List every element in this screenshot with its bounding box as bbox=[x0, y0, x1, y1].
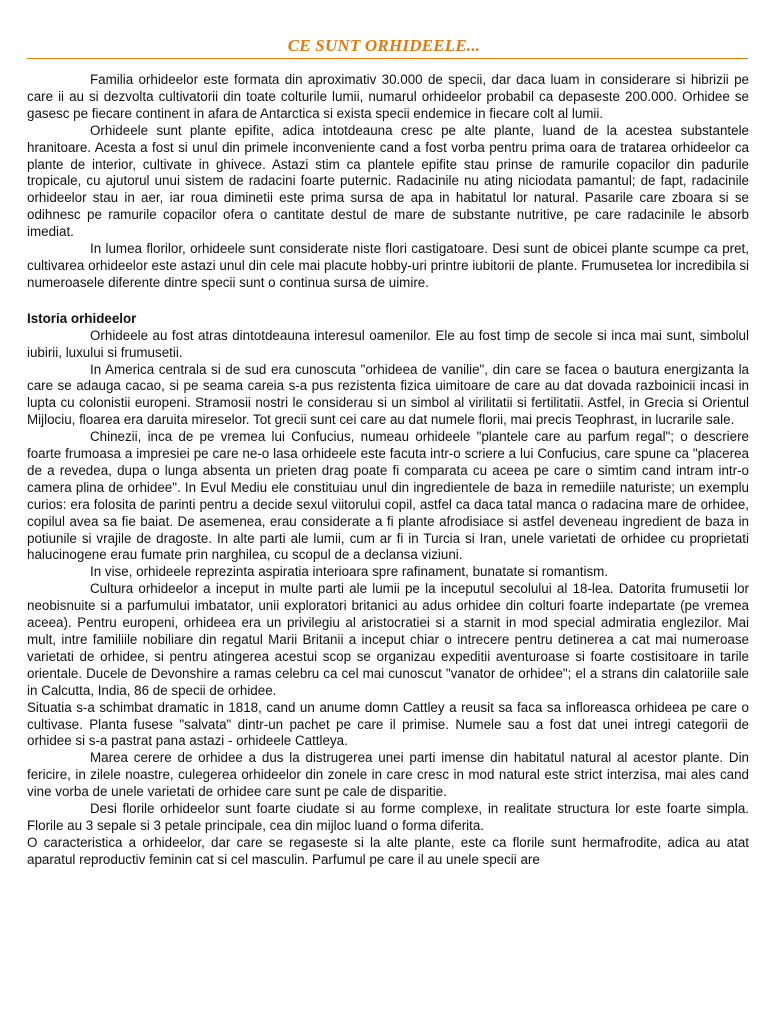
paragraph: Chinezii, inca de pe vremea lui Confucius, numeau orhideele "plantele care au parfum regal"; o descriere foarte frumoasa a impresiei pe care ne-o lasa orhideele este facuta intr-o scriere a lui Confucius, care spune ca "placerea de a revedea, dupa o lunga absenta un prieten drag poate fi comparata cu aceea pe care o simtim cand intram intr-o camera plina de orhidee". In Evul Mediu ele constituiau unul din ingredientele de baza in remediile naturiste; un exemplu curios: era folosita de parinti pentru a decide sexul viitorului copil, astfel ca daca tatal manca o radacina mare de orhidee, copilul avea sa fie baiat. De asemenea, erau considerate a fi plante afrodisiace si astfel deveneau ingredient de baza in potiunile si vrajile de dragoste. In alte parti ale lumii, cum ar fi in Turcia si Iran, unele varietati de orhidee cu proprietati halucinogene erau fumate prin narghilea, cu scopul de a declansa viziuni. bbox=[27, 429, 749, 563]
paragraph: Orhideele au fost atras dintotdeauna interesul oamenilor. Ele au fost timp de secole si inca mai sunt, simbolul iubirii, luxului si frumusetii. bbox=[27, 327, 749, 360]
paragraph: O caracteristica a orhideelor, dar care se regaseste si la alte plante, este ca florile sunt hermafrodite, adica au atat aparatul reproductiv feminin cat si cel masculin. Parfumul pe care il au unele specii are bbox=[27, 834, 749, 867]
paragraph: In America centrala si de sud era cunoscuta "orhideea de vanilie", din care se facea o bautura energizanta la care se adauga cacao, si pe seama careia s-a pus rezistenta fizica uimitoare de care au dat dovada razboinicii incasi in lupta cu colonistii europeni. Stramosii nostri le considerau si un simbol al virilitatii si fertilitatii. Astfel, in Grecia si Orientul Mijlociu, floarea era daruita mireselor. Tot grecii sunt cei care au dat numele florii, mai precis Teophrast, in lucrarile sale. bbox=[27, 361, 749, 428]
paragraph: Familia orhideelor este formata din aproximativ 30.000 de specii, dar daca luam in considerare si hibrizii pe care ii au si dezvolta cultivatorii din toate colturile lumii, numarul orhideelor probabil ca depaseste 200.000. Orhidee se gasesc pe fiecare continent in afara de Antarctica si exista specii endemice in fiecare colt al lumii. bbox=[27, 72, 749, 121]
paragraph: In lumea florilor, orhideele sunt considerate niste flori castigatoare. Desi sunt de obicei plante scumpe ca pret, cultivarea orhideelor este astazi unul din cele mai placute hobby-uri printre iubitorii de plante. Frumusetea lor incredibila si numeroasele diferente dintre specii sunt o continua sursa de uimire. bbox=[27, 241, 749, 290]
page-title: CE SUNT ORHIDEELE... bbox=[287, 36, 481, 55]
section-heading: Istoria orhideelor bbox=[27, 310, 137, 326]
title-underline bbox=[27, 58, 748, 59]
paragraph: Cultura orhideelor a inceput in multe parti ale lumii pe la inceputul secolului al 18-lea. Datorita frumusetii lor neobisnuite si a parfumului imbatator, unii exploratori britanici au adus orhidee din colturi foarte indepartate (pe vremea aceea). Pentru europeni, orhideea era un privilegiu al aristocratiei si a starnit in mod special admiratia englezilor. Mai mult, intre familiile nobiliare din regatul Marii Britanii a inceput chiar o intrecere pentru detinerea a cat mai numeroase varietati de orhidee, si pentru atingerea acestui scop se organizau expeditii aventuroase si foarte costisitoare in tarile orientale. Ducele de Devonshire a ramas celebru ca cel mai cunoscut "vanator de orhidee"; el a strans din calatoriile sale in Calcutta, India, 86 de specii de orhidee. bbox=[27, 581, 749, 698]
paragraph: Orhideele sunt plante epifite, adica intotdeauna cresc pe alte plante, luand de la acestea substantele hranitoare. Acesta a fost si unul din primele inconveniente cand a fost vorba pentru prima oara de tratarea orhideelor ca plante de interior, cultivate in ghivece. Astazi stim ca plantele epifite stau prinse de ramurile copacilor din padurile tropicale, cu ajutorul unui sistem de radacini foarte puternic. Radacinile nu ating niciodata pamantul; de fapt, radacinile orhideelor stau in aer, iar roua diminetii este prima sursa de apa in habitatul lor natural. Pasarile care zboara si se odihnesc pe ramurile copacilor ofera o cantitate destul de mare de substante nutritive, pe care radacinile le absorb imediat. bbox=[27, 122, 749, 240]
paragraph: Situatia s-a schimbat dramatic in 1818, cand un anume domn Cattley a reusit sa faca sa infloreasca orhideea pe care o cultivase. Planta fusese "salvata" dintr-un pachet pe care il primise. Numele sau a fost dat unei intregi categorii de orhidee si s-a pastrat pana astazi - orhideele Cattleya. bbox=[27, 699, 749, 749]
paragraph: Desi florile orhideelor sunt foarte ciudate si au forme complexe, in realitate structura lor este foarte simpla. Florile au 3 sepale si 3 petale principale, cea din mijloc luand o forma diferita. bbox=[27, 801, 749, 833]
paragraph: In vise, orhideele reprezinta aspiratia interioara spre rafinament, bunatate si romantism. bbox=[90, 564, 609, 580]
paragraph: Marea cerere de orhidee a dus la distrugerea unei parti imense din habitatul natural al acestor plante. Din fericire, in zilele noastre, culegerea orhideelor din zonele in care cresc in mod natural este strict interzisa, mai ales cand vine vorba de unele varietati de orhidee care sunt pe cale de disparitie. bbox=[27, 750, 749, 800]
article-body bbox=[27, 72, 749, 869]
